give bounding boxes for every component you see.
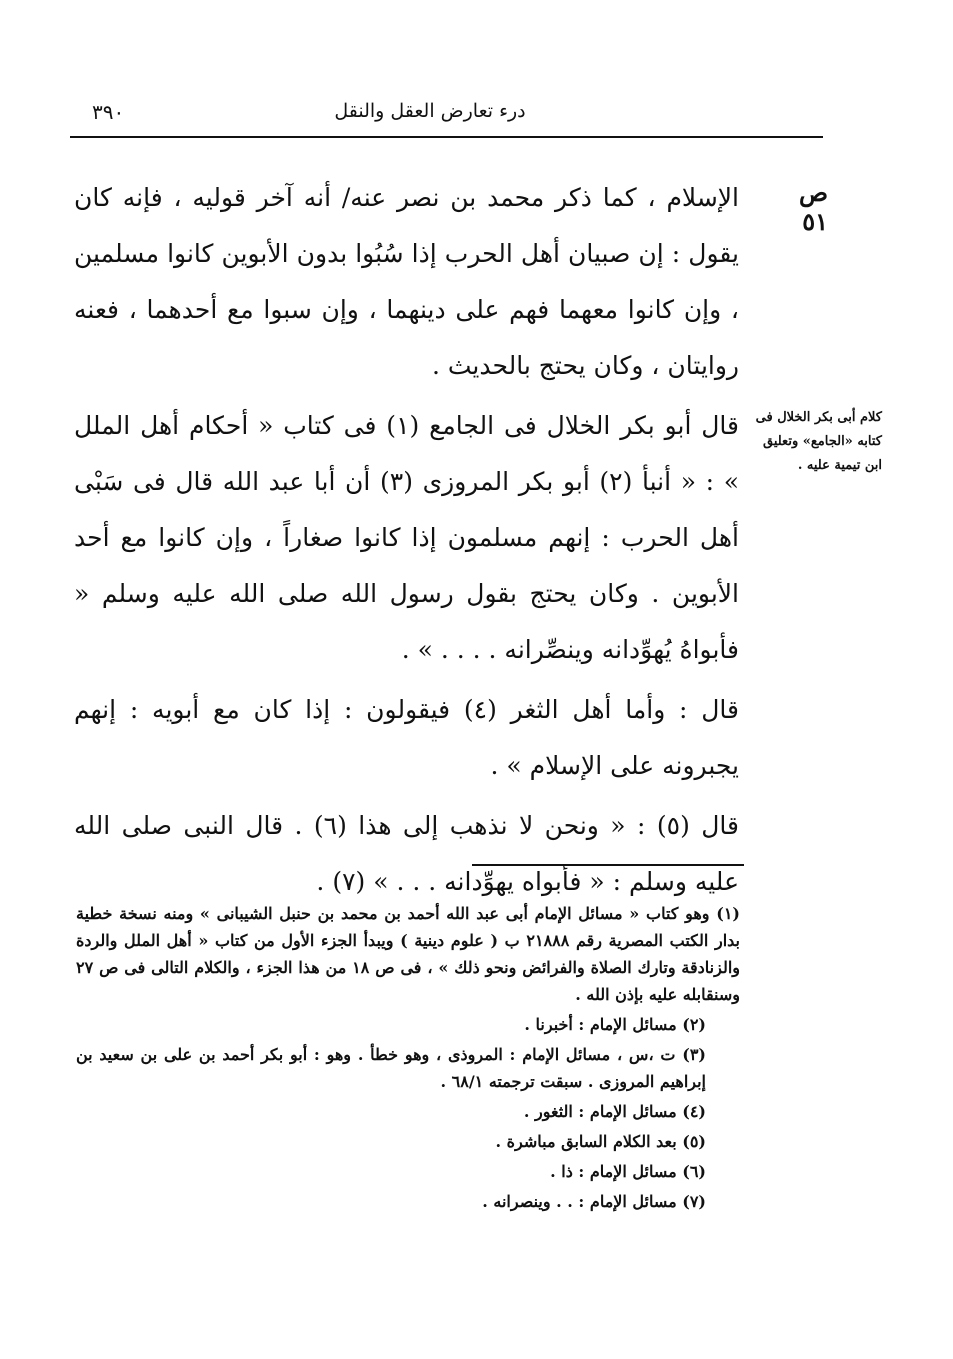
footnote-item: (٧) مسائل الإمام : . . وينصرانه . bbox=[482, 1192, 706, 1211]
margin-page-reference: ص ٥١ bbox=[798, 178, 828, 236]
footnote-item: (٦) مسائل الإمام : ذا . bbox=[550, 1162, 706, 1181]
main-text bbox=[74, 170, 739, 914]
page-number: ٣٩٠ bbox=[92, 100, 125, 124]
footnote-divider bbox=[472, 864, 744, 866]
paragraph: قال أبو بكر الخلال فى الجامع (١) فى كتاب « أحكام أهل الملل » : « أنبأ (٢) أبو بكر المروزى (٣) أن أبا عبد الله قال فى سَبْى أهل الحرب : إنهم مسلمون إذا كانوا صغاراً ، وإن كانوا مع أحد الأبوين . وكان يحتج بقول رسول الله صلى الله عليه وسلم « فأبواهُ يُهوِّدانه وينصِّرانه . . . . » . bbox=[74, 411, 740, 664]
header-divider bbox=[70, 136, 823, 138]
footnote-item: (١) وهو كتاب « مسائل الإمام أبى عبد الله أحمد بن محمد بن حنبل الشيبانى » ومنه نسخة خطية بدار الكتب المصرية رقم ٢١٨٨٨ ب ( علوم دينية ) ويبدأ الجزء الأول من كتاب « أهل الملل والردة والزنادقة وتارك الصلاة والفرائض ونحو ذلك » ، فى ص ١٨ من هذا الجزء ، والكلام التالى فى ص ٢٧ وسنقابله عليه بإذن الله . bbox=[76, 904, 740, 1004]
footnote-item: (٢) مسائل الإمام : أخبرنا . bbox=[524, 1015, 706, 1034]
running-title: درء تعارض العقل والنقل bbox=[334, 100, 526, 122]
paragraph: الإسلام ، كما ذكر محمد بن نصر عنه/ أنه آخر قوليه ، فإنه كان يقول : إن صبيان أهل الحرب إذا سُبُوا بدون الأبوين كانوا مسلمين ، وإن كانوا معهما فهم على دينهما ، وإن سبوا مع أحدهما ، فعنه روايتان ، وكان يحتج بالحديث . bbox=[74, 183, 739, 380]
footnote-item: (٣) ت ،س ، مسائل الإمام : المروذى ، وهو خطأ . وهو : أبو بكر أحمد بن على بن سعيد بن إبراهيم المروزى . سبقت ترجمته ٦٨/١ . bbox=[76, 1045, 706, 1091]
paragraph: قال (٥) : « ونحن لا نذهب إلى هذا (٦) . قال النبى صلى الله عليه وسلم : « فأبواه يهوِّدانه . . . » (٧) . bbox=[74, 811, 739, 896]
footnote-item: (٥) بعد الكلام السابق مباشرة . bbox=[495, 1132, 706, 1151]
margin-note: كلام أبى بكر الخلال فى كتابه «الجامع» وتعليق ابن تيمية عليه . bbox=[755, 410, 882, 473]
footnote-item: (٤) مسائل الإمام : الثغور . bbox=[523, 1102, 706, 1121]
paragraph: قال : وأما أهل الثغر (٤) فيقولون : إذا كان مع أبويه : إنهم يجبرونه على الإسلام » . bbox=[74, 695, 739, 780]
footnotes bbox=[76, 900, 740, 1218]
